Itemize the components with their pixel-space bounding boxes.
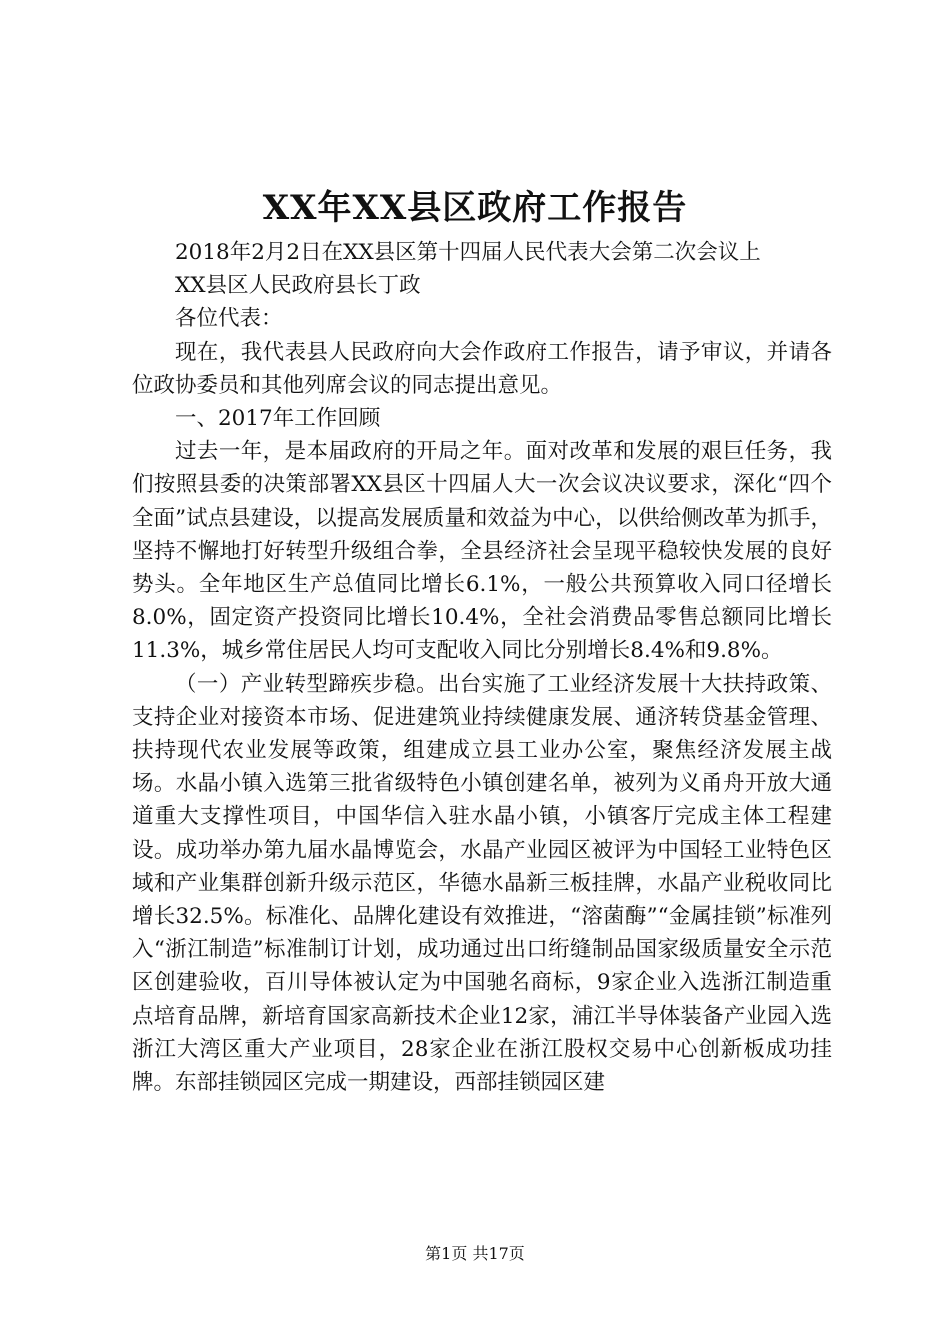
industry-paragraph: （一）产业转型蹄疾步稳。出台实施了工业经济发展十大扶持政策、支持企业对接资本市场、促进建筑业持续健康发展、通济转贷基金管理、扶持现代农业发展等政策，组建成立县工业办公室，聚焦经济发展主战场。水晶小镇入选第三批省级特色小镇创建名单，被列为义甬舟开放大通道重大支撑性项目，中国华信入驻水晶小镇，小镇客厅完成主体工程建设。成功举办第九届水晶博览会，水晶产业园区被评为中国轻工业特色区域和产业集群创新升级示范区，华德水晶新三板挂牌，水晶产业税收同比增长32.5%。标准化、品牌化建设有效推进，“溶菌酶”“金属挂锁”标准列入“浙江制造”标准制订计划，成功通过出口绗缝制品国家级质量安全示范区创建验收，百川导体被认定为中国驰名商标，9家企业入选浙江制造重点培育品牌，新培育国家高新技术企业12家，浦江半导体装备产业园入选浙江大湾区重大产业项目，28家企业在浙江股权交易中心创新板成功挂牌。东部挂锁园区完成一期建设，西部挂锁园区建 xyxy=(132,671,832,1096)
salutation-paragraph: 各位代表： xyxy=(175,306,283,332)
review-paragraph: 过去一年，是本届政府的开局之年。面对改革和发展的艰巨任务，我们按照县委的决策部署XX县区十四届人大一次会议决议要求，深化“四个全面”试点县建设，以提高发展质量和效益为中心，以供给侧改革为抓手，坚持不懈地打好转型升级组合拳，全县经济社会呈现平稳较快发展的良好势头。全年地区生产总值同比增长6.1%，一般公共预算收入同口径增长8.0%，固定资产投资同比增长10.4%，全社会消费品零售总额同比增长11.3%，城乡常住居民人均可支配收入同比分别增长8.4%和9.8%。 xyxy=(132,439,832,664)
meeting-info-paragraph: 2018年2月2日在XX县区第十四届人民代表大会第二次会议上 xyxy=(175,240,761,265)
speaker-paragraph: XX县区人民政府县长丁政 xyxy=(175,273,421,299)
page-number-footer: 第1页 共17页 xyxy=(425,1244,525,1263)
intro-paragraph: 现在，我代表县人民政府向大会作政府工作报告，请予审议，并请各位政协委员和其他列席会议的同志提出意见。 xyxy=(132,339,832,398)
document-body xyxy=(132,236,832,1099)
document-title: XX年XX县区政府工作报告 xyxy=(262,188,688,228)
section-heading: 一、2017年工作回顾 xyxy=(175,406,381,432)
